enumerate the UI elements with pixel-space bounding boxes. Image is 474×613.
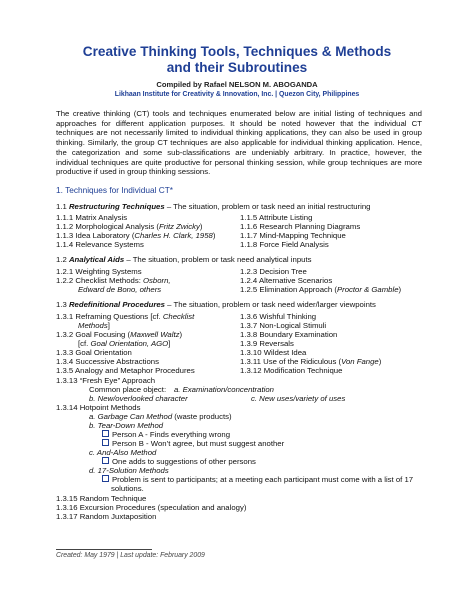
checkbox-icon [102,457,109,464]
list-item-sub: a. Examination/concentration [174,385,274,394]
list-item: 1.3.9 Reversals [240,339,294,348]
list-item: 1.3.13 “Fresh Eye” Approach [56,376,156,385]
list-item: 1.1.6 Research Planning Diagrams [240,222,361,231]
list-item: 1.1.2 Morphological Analysis (Fritz Zwicky) [56,222,203,231]
section-1-number: 1. [56,185,63,195]
list-item: 1.3.2 Goal Focusing (Maxwell Waltz) [56,330,183,339]
list-item: 1.1.1 Matrix Analysis [56,213,128,222]
checkbox-item-continuation: solutions. [111,484,144,493]
list-item: 1.2.5 Elimination Approach (Proctor & Gamble) [240,285,402,294]
list-item-sub: b. Tear-Down Method [89,421,164,430]
list-item: 1.3.5 Analogy and Metaphor Procedures [56,366,195,375]
list-item: 1.3.16 Excursion Procedures (speculation and analogy) [56,503,247,512]
title-line-2: and their Subroutines [166,60,308,75]
list-item: 1.3.17 Random Juxtaposition [56,512,157,521]
intro-paragraph: The creative thinking (CT) tools and techniques enumerated below are initial listing of techniques and approaches for different application purposes. It should be noted however that the individual CT techniques are not necessarily limited to individual thinking applications, they can also be used in group thinking. Similarly, the group CT techniques are also applicable for individual thinking application. Hence, the categorization and some sub-classifications are undeniably arbitrary. In practice, however, the individual techniques are quite productive for personal thinking session, while group techniques are more productive if used in group thinking sessions. [56,109,422,177]
list-item-sub: c. New uses/variety of uses [251,394,346,403]
list-item: 1.2.1 Weighting Systems [56,267,142,276]
list-item: 1.3.14 Hotpoint Methods [56,403,141,412]
list-item: 1.1.7 Mind-Mapping Technique [240,231,346,240]
checkbox-icon [102,439,109,446]
section-1-heading [56,186,173,195]
list-item-continuation: Edward de Bono, others [78,285,162,294]
list-item: 1.3.6 Wishful Thinking [240,312,317,321]
checkbox-item: Problem is sent to participants; at a meeting each participant must come with a list of 17 [102,475,413,484]
section-1-3-heading: 1.3 Redefinitional Procedures – The situation, problem or task need wider/larger viewpoints [56,300,376,309]
checkbox-item: Person A - Finds everything wrong [102,430,230,439]
list-item: 1.1.5 Attribute Listing [240,213,313,222]
checkbox-icon [102,475,109,482]
list-item: 1.3.12 Modification Technique [240,366,343,375]
list-item: 1.2.2 Checklist Methods: Osborn, [56,276,171,285]
list-item: 1.3.8 Boundary Examination [240,330,338,339]
section-number: 1.1 [56,202,67,211]
list-item: 1.2.3 Decision Tree [240,267,307,276]
list-item: 1.3.1 Reframing Questions [cf. Checklist [56,312,195,321]
list-item: 1.3.11 Use of the Ridiculous (Von Fange) [240,357,382,366]
list-item: 1.1.4 Relevance Systems [56,240,144,249]
section-1-label: Techniques for Individual CT* [65,185,173,195]
list-item: 1.3.7 Non-Logical Stimuli [240,321,327,330]
compiled-by: Compiled by Rafael NELSON M. ABOGANDA [156,80,318,89]
section-title: Restructuring Techniques [68,202,165,211]
list-item: 1.3.4 Successive Abstractions [56,357,159,366]
institute: Likhaan Institute for Creativity & Innovation, Inc. | Quezon City, Philippines [114,91,360,98]
checkbox-item: Person B - Won’t agree, but must suggest another [102,439,284,448]
section-1-2-heading: 1.2 Analytical Aids – The situation, problem or task need analytical inputs [56,255,312,264]
list-item: 1.2.4 Alternative Scenarios [240,276,333,285]
list-item: 1.3.3 Goal Orientation [56,348,132,357]
title-line-1: Creative Thinking Tools, Techniques & Methods [82,44,392,59]
list-item: 1.1.3 Idea Laboratory (Charles H. Clark, 1958) [56,231,216,240]
list-item-sub: d. 17-Solution Methods [89,466,169,475]
footer-text: Created: May 1979 | Last update: February 2009 [56,552,205,559]
list-item: 1.1.8 Force Field Analysis [240,240,329,249]
list-item-sub: c. And-Also Method [89,448,157,457]
checkbox-icon [102,430,109,437]
list-item-sub: Common place object: [89,385,167,394]
section-desc: – The situation, problem or task need an initial restructuring [164,202,371,211]
checkbox-item: One adds to suggestions of other persons [102,457,256,466]
list-item-continuation: Methods] [78,321,110,330]
list-item: 1.3.15 Random Technique [56,494,147,503]
footer-divider [56,549,152,550]
list-item-sub: a. Garbage Can Method (waste products) [89,412,232,421]
list-item-sub: b. New/overlooked character [89,394,188,403]
list-item-continuation: [cf. Goal Orientation, AGO] [78,339,171,348]
section-1-1-heading [56,202,370,211]
list-item: 1.3.10 Wildest Idea [240,348,307,357]
